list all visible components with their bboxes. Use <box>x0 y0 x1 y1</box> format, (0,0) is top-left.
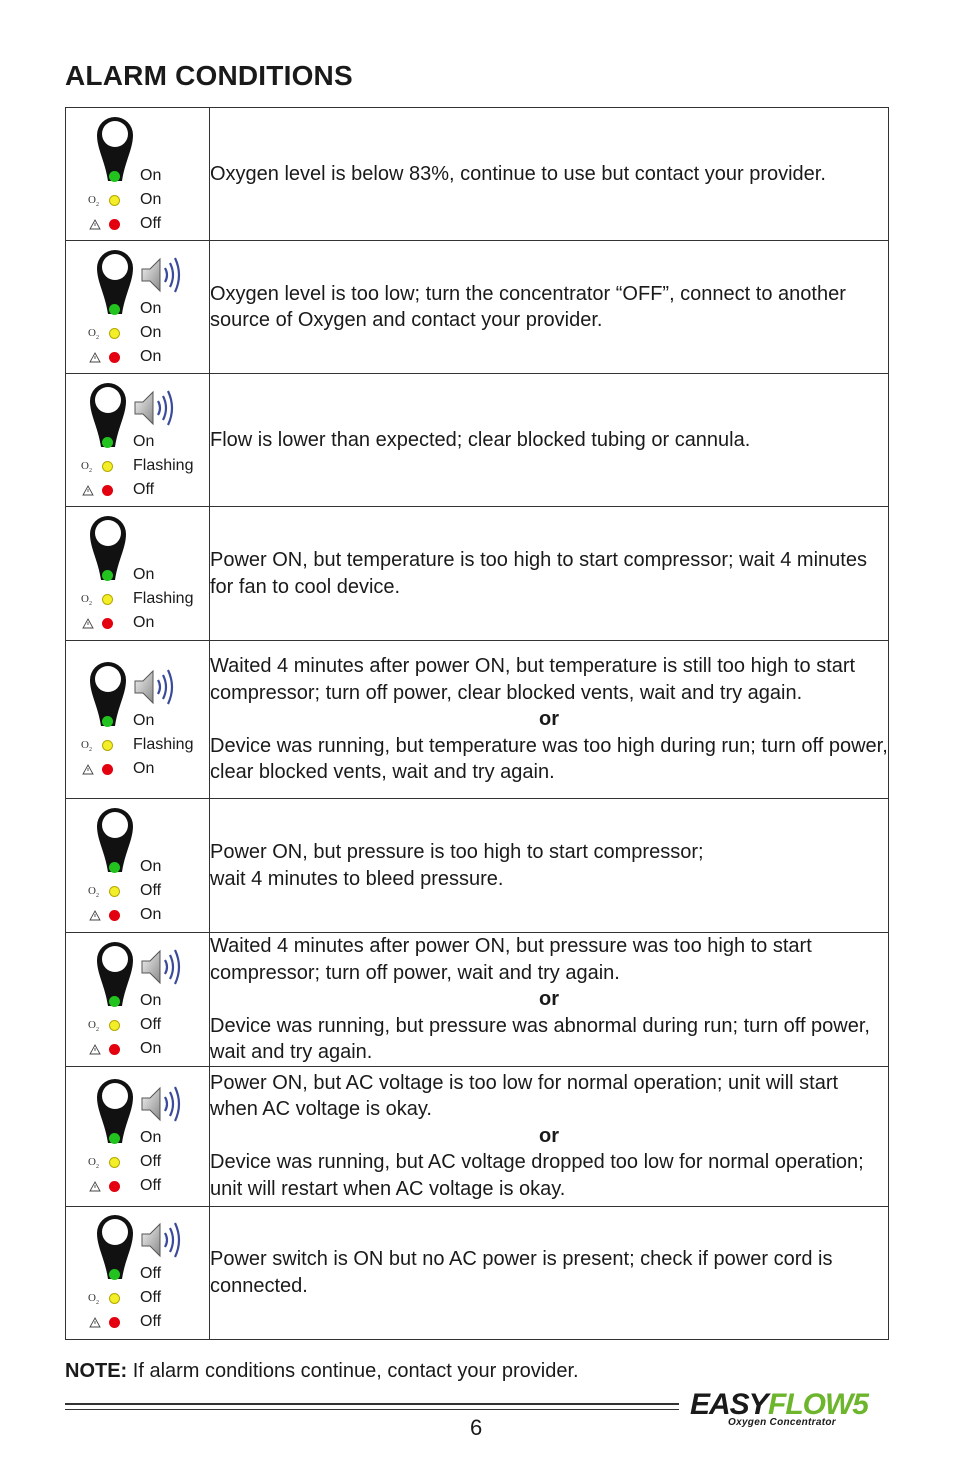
led-indicator-panel <box>66 109 209 240</box>
warning-triangle-icon <box>82 764 94 775</box>
oxygen-led <box>109 328 120 339</box>
led-indicator-panel <box>66 934 209 1065</box>
oxygen-label-subscript: 2 <box>95 1300 99 1307</box>
or-separator: or <box>539 988 559 1010</box>
power-led-state: On <box>140 1128 162 1146</box>
alarm-description: Power ON, but AC voltage is too low for normal operation; unit will start when AC voltage is okay. <box>210 1071 839 1121</box>
oxygen-label-subscript: 2 <box>88 747 92 754</box>
oxygen-label-text: O <box>81 459 89 472</box>
alarm-led <box>109 1181 120 1192</box>
oxygen-label-text: O <box>88 1155 96 1168</box>
warning-triangle-icon <box>89 1044 101 1055</box>
oxygen-label-text: O <box>81 593 89 605</box>
speaker-icon <box>138 253 186 297</box>
oxygen-label-subscript: 2 <box>95 334 99 341</box>
led-indicator-panel <box>66 242 209 373</box>
footer-rule-thin <box>65 1409 679 1410</box>
oxygen-led <box>109 1020 120 1031</box>
alarm-led-state: On <box>140 347 162 365</box>
alarm-led <box>109 910 120 921</box>
oxygen-label <box>88 1019 99 1033</box>
power-led-state: On <box>140 166 162 184</box>
oxygen-label <box>81 460 92 474</box>
indicator-cell <box>66 507 210 641</box>
oxygen-label <box>88 1156 99 1170</box>
footer-rule <box>65 1403 679 1405</box>
oxygen-led-state: Off <box>140 1152 162 1170</box>
warning-triangle-icon <box>82 485 94 496</box>
page-number: 6 <box>470 1415 483 1440</box>
alarm-led <box>109 1044 120 1055</box>
oxygen-led <box>109 1157 120 1168</box>
note-label: NOTE: <box>65 1360 128 1382</box>
alarm-row <box>66 241 889 374</box>
warning-triangle-icon <box>89 352 101 363</box>
alarm-led <box>102 485 113 496</box>
led-indicator-panel <box>66 375 209 506</box>
warning-triangle-icon <box>89 1181 101 1192</box>
power-led <box>109 1269 120 1280</box>
oxygen-label <box>81 739 92 753</box>
warning-triangle-icon <box>82 618 94 629</box>
alarm-row <box>66 641 889 799</box>
alarm-row <box>66 108 889 241</box>
alarm-led-state: On <box>133 614 155 631</box>
oxygen-label-text: O <box>81 739 89 751</box>
note <box>65 1360 579 1383</box>
page-title: ALARM CONDITIONS <box>65 60 353 91</box>
alarm-description: Oxygen level is below 83%, continue to use but contact your provider. <box>210 162 826 185</box>
alarm-row <box>66 1206 889 1339</box>
alarm-led-state: Off <box>140 1313 162 1330</box>
alarm-description-alternate: Device was running, but AC voltage dropped too low for normal operation; unit will restart when AC voltage is okay. <box>210 1151 864 1200</box>
speaker-icon <box>131 386 179 430</box>
oxygen-label <box>88 885 99 899</box>
alarm-led <box>102 618 113 629</box>
oxygen-led-state: On <box>140 323 162 341</box>
or-separator: or <box>539 1124 559 1147</box>
alarm-led-state: On <box>140 906 162 923</box>
oxygen-led-state: Off <box>140 1015 162 1033</box>
alarm-description-cell <box>210 1066 889 1206</box>
alarm-description: Waited 4 minutes after power ON, but temperature is still too high to start compressor; turn off power, clear blocked vents, wait and try again. <box>210 655 856 704</box>
oxygen-label-subscript: 2 <box>88 467 92 474</box>
alarm-description: Flow is lower than expected; clear blocked tubing or cannula. <box>210 428 751 451</box>
power-led-state: On <box>140 858 162 875</box>
alarm-description-cell <box>210 1206 889 1339</box>
power-led <box>109 996 120 1007</box>
indicator-cell <box>66 1066 210 1206</box>
logo-word-flow5: FLOW5 <box>768 1388 868 1421</box>
alarm-led-state: Off <box>133 480 155 498</box>
oxygen-led <box>109 195 120 206</box>
alarm-led-state: On <box>133 760 155 777</box>
alarm-description-cell <box>210 374 889 507</box>
alarm-description-cell <box>210 799 889 933</box>
warning-triangle-icon <box>89 1317 101 1328</box>
oxygen-led <box>109 886 120 897</box>
alarm-description: Power ON, but pressure is too high to start compressor; wait 4 minutes to bleed pressure. <box>210 841 704 890</box>
oxygen-label-subscript: 2 <box>95 201 99 208</box>
power-led <box>109 171 120 182</box>
oxygen-led-state: Off <box>140 882 162 899</box>
power-led <box>109 862 120 873</box>
warning-triangle-icon <box>89 219 101 230</box>
power-led-state: Off <box>140 1265 162 1282</box>
oxygen-led-state: Flashing <box>133 456 194 474</box>
note-text: If alarm conditions continue, contact your provider. <box>127 1360 579 1382</box>
speaker-icon <box>138 1082 186 1126</box>
oxygen-label-text: O <box>88 1292 96 1304</box>
alarm-description-cell <box>210 933 889 1067</box>
power-led-state: On <box>133 712 155 729</box>
indicator-cell <box>66 799 210 933</box>
alarm-row <box>66 933 889 1067</box>
oxygen-label <box>81 593 92 607</box>
logo-word-easy: EASY <box>690 1388 768 1421</box>
alarm-row <box>66 799 889 933</box>
alarm-conditions-table <box>65 107 889 1340</box>
alarm-description: Power ON, but temperature is too high to start compressor; wait 4 minutes for fan to cool device. <box>210 549 867 598</box>
led-indicator-panel <box>66 508 209 640</box>
indicator-cell <box>66 1206 210 1339</box>
power-led <box>102 437 113 448</box>
power-led-state: On <box>140 299 162 317</box>
indicator-cell <box>66 641 210 799</box>
alarm-description-alternate: Device was running, but pressure was abnormal during run; turn off power, wait and try again. <box>210 1014 870 1063</box>
alarm-led-state: Off <box>140 214 162 232</box>
power-led <box>109 1133 120 1144</box>
oxygen-label-text: O <box>88 1018 96 1031</box>
power-led-state: On <box>133 432 155 450</box>
power-led <box>102 570 113 581</box>
oxygen-label-subscript: 2 <box>88 601 92 608</box>
speaker-icon <box>131 665 179 709</box>
oxygen-label-text: O <box>88 193 96 206</box>
alarm-led-state: Off <box>140 1176 162 1194</box>
led-indicator-panel <box>66 800 209 932</box>
logo-subtitle: Oxygen Concentrator <box>728 1417 836 1428</box>
oxygen-label-subscript: 2 <box>95 1163 99 1170</box>
oxygen-label-text: O <box>88 885 96 897</box>
alarm-description-cell <box>210 641 889 799</box>
oxygen-led <box>102 461 113 472</box>
oxygen-label-subscript: 2 <box>95 1026 99 1033</box>
alarm-row <box>66 507 889 641</box>
alarm-row <box>66 1066 889 1206</box>
led-indicator-panel <box>66 1207 209 1338</box>
oxygen-led <box>102 594 113 605</box>
oxygen-label <box>88 1292 99 1306</box>
led-indicator-panel <box>66 642 209 798</box>
alarm-led <box>109 219 120 230</box>
power-led <box>102 716 113 727</box>
oxygen-label-text: O <box>88 326 96 339</box>
oxygen-led <box>102 740 113 751</box>
alarm-description: Oxygen level is too low; turn the concentrator “OFF”, connect to another source of Oxygen and contact your provider. <box>210 282 846 331</box>
oxygen-led <box>109 1293 120 1304</box>
power-led <box>109 304 120 315</box>
alarm-row <box>66 374 889 507</box>
alarm-led <box>109 352 120 363</box>
oxygen-label <box>88 327 99 341</box>
oxygen-led-state: On <box>140 190 162 208</box>
easyflow5-logo <box>690 1388 895 1430</box>
power-led-state: On <box>140 991 162 1009</box>
speaker-icon <box>138 945 186 989</box>
power-led-state: On <box>133 566 155 583</box>
indicator-cell <box>66 108 210 241</box>
alarm-description: Waited 4 minutes after power ON, but pressure was too high to start compressor; turn off power, wait and try again. <box>210 935 812 984</box>
oxygen-led-state: Flashing <box>133 736 194 753</box>
warning-triangle-icon <box>89 910 101 921</box>
alarm-description: Power switch is ON but no AC power is present; check if power cord is connected. <box>210 1248 833 1297</box>
indicator-cell <box>66 241 210 374</box>
alarm-led <box>102 764 113 775</box>
alarm-led-state: On <box>140 1039 162 1057</box>
alarm-led <box>109 1317 120 1328</box>
oxygen-led-state: Off <box>140 1289 162 1306</box>
oxygen-led-state: Flashing <box>133 590 194 607</box>
oxygen-label-subscript: 2 <box>95 893 99 900</box>
or-separator: or <box>539 708 559 731</box>
speaker-icon <box>138 1218 186 1262</box>
oxygen-label <box>88 194 99 208</box>
alarm-description-alternate: Device was running, but temperature was too high during run; turn off power, clear blocked vents, wait and try again. <box>210 734 888 784</box>
led-indicator-panel <box>66 1067 209 1205</box>
alarm-description-cell <box>210 241 889 374</box>
indicator-cell <box>66 933 210 1067</box>
alarm-description-cell <box>210 507 889 641</box>
indicator-cell <box>66 374 210 507</box>
alarm-description-cell <box>210 108 889 241</box>
